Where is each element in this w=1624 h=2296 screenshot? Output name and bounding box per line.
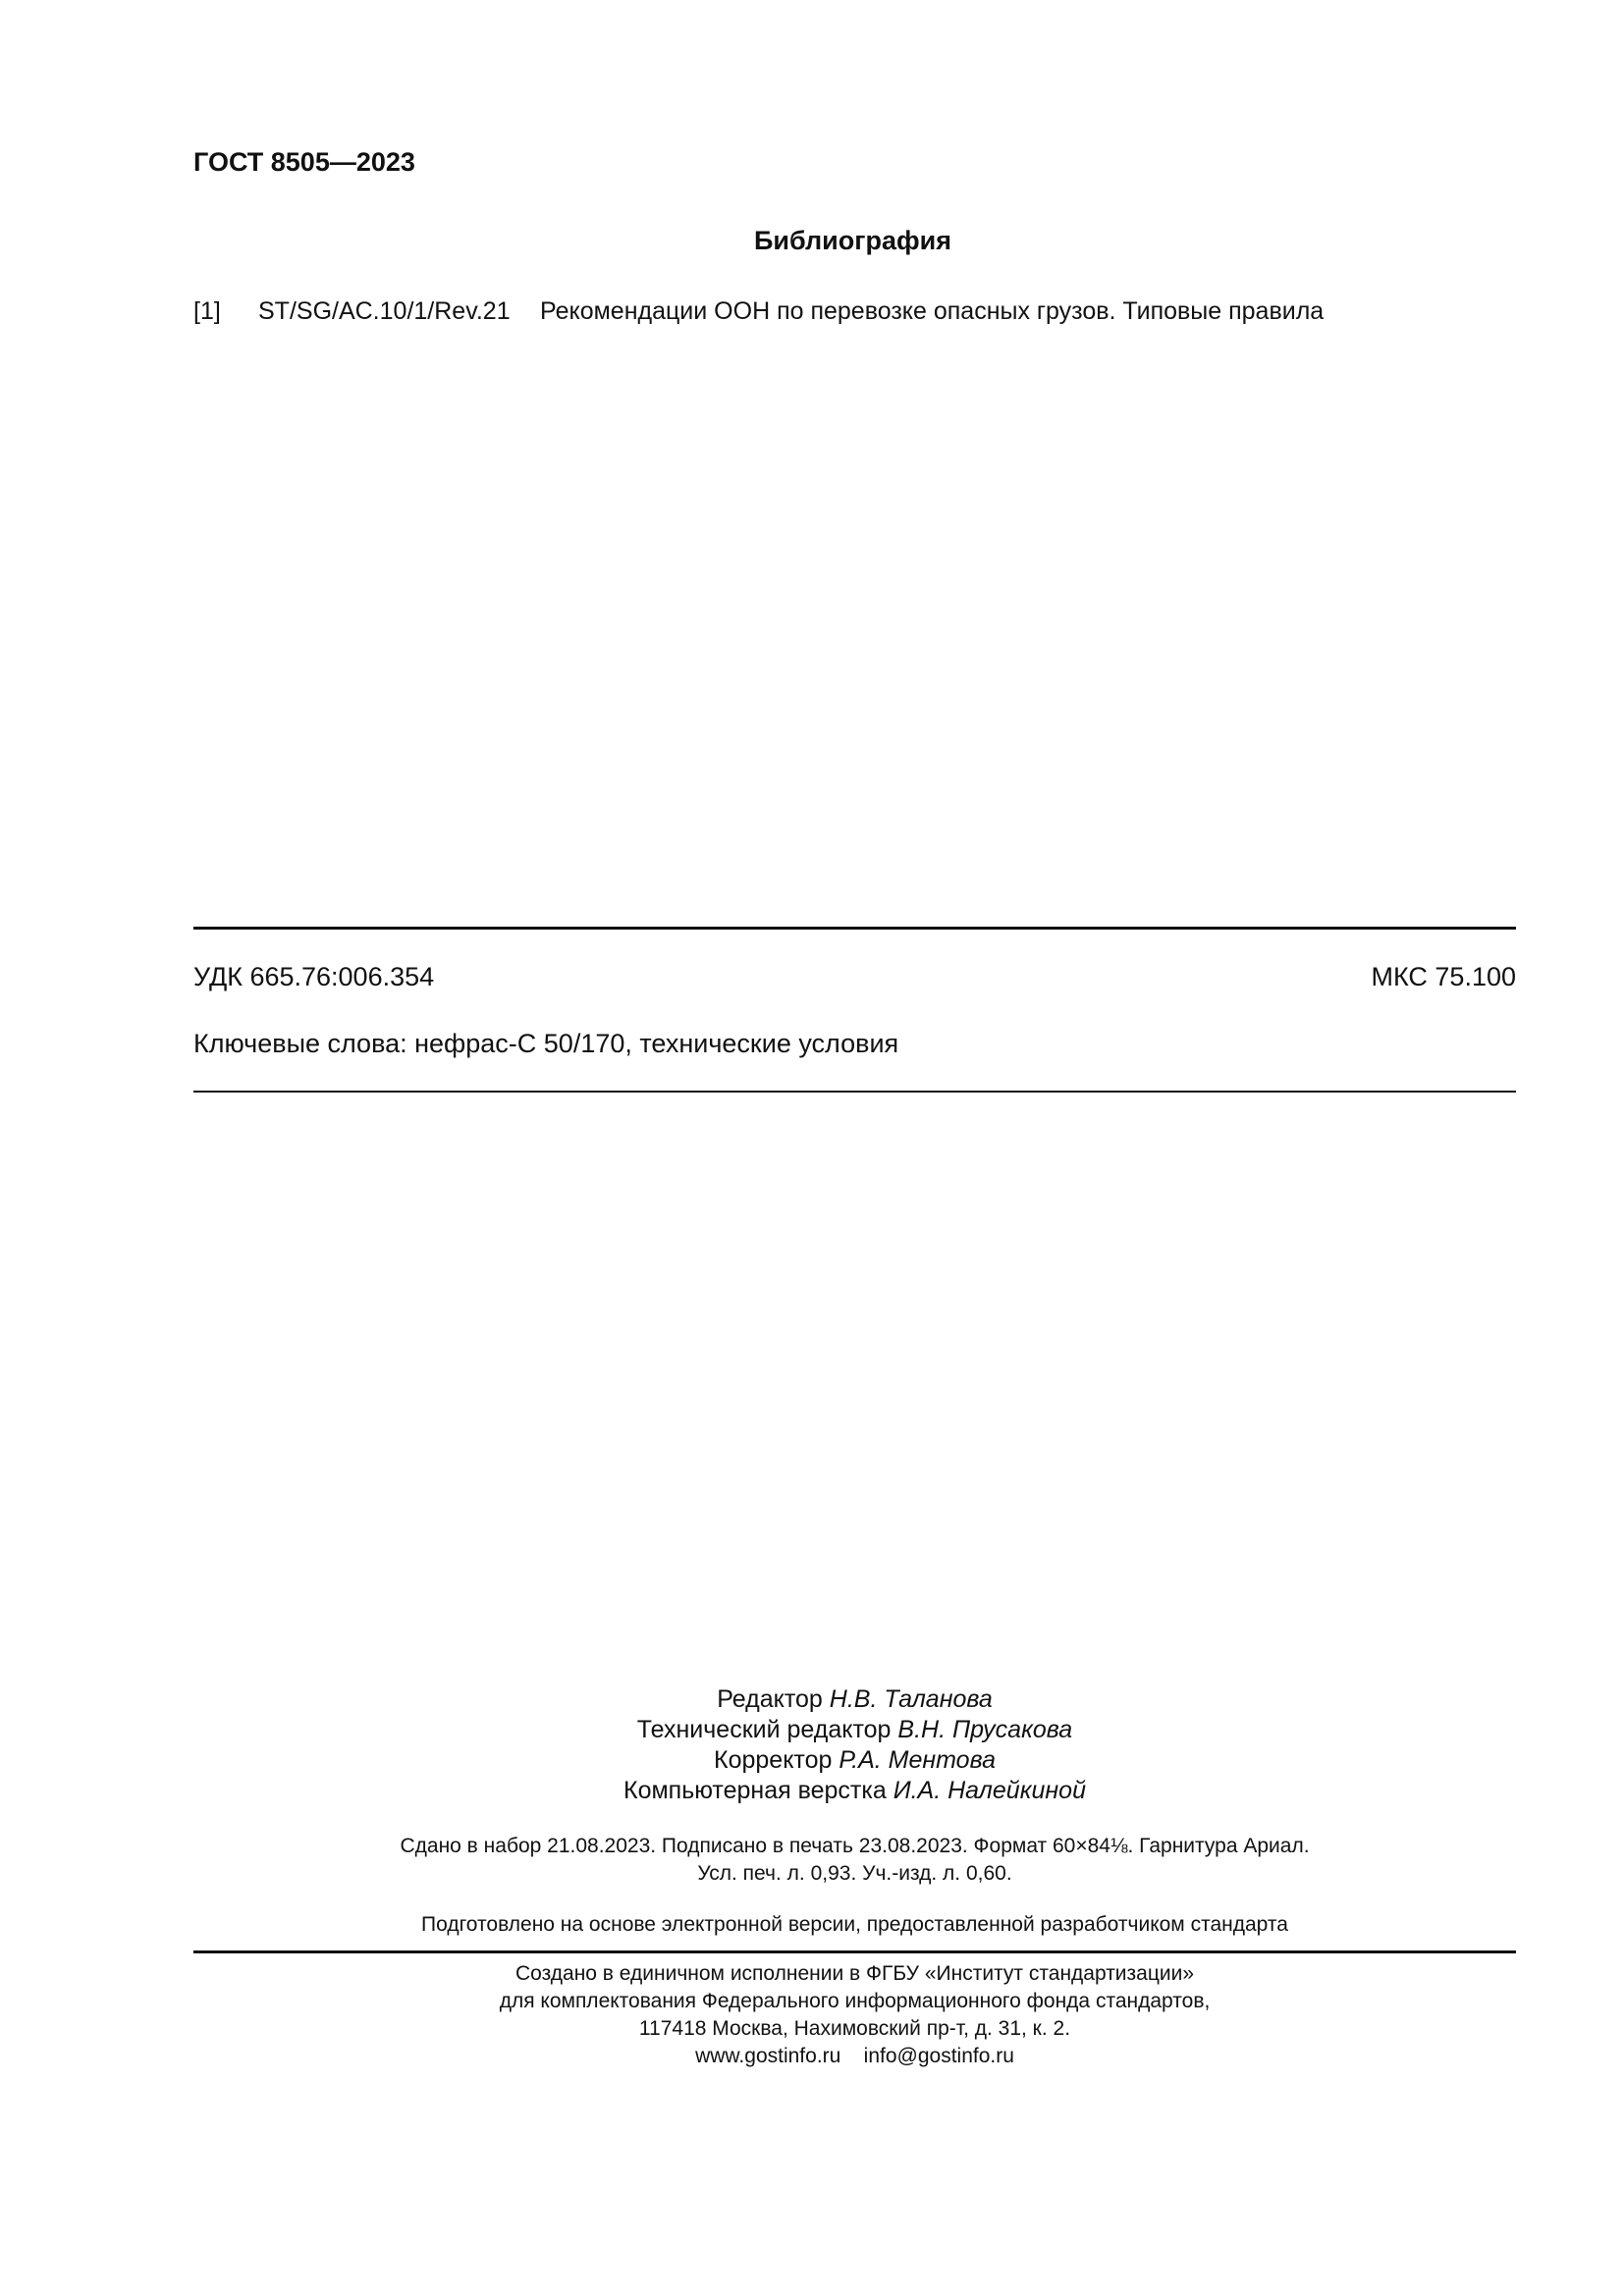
divider-footer — [193, 1950, 1516, 1953]
divider-keywords — [193, 1091, 1516, 1093]
credit-layout: Компьютерная верстка И.А. Налейкиной — [623, 1777, 1086, 1804]
footer-line-3: 117418 Москва, Нахимовский пр-т, д. 31, к. 2. — [638, 2017, 1071, 2040]
bibliography-entry-number: [1] — [193, 297, 221, 325]
credit-tech-editor: Технический редактор В.Н. Прусакова — [636, 1716, 1073, 1743]
footer-block — [0, 1960, 1624, 2070]
imprint-block — [0, 1833, 1624, 1888]
credit-editor: Редактор Н.В. Таланова — [717, 1685, 993, 1713]
bibliography-entry-text: Рекомендации ООН по перевозке опасных грузов. Типовые правила — [540, 297, 1325, 325]
imprint-line-1: Сдано в набор 21.08.2023. Подписано в печать 23.08.2023. Формат 60×84⅛. Гарнитура Ариал. — [400, 1835, 1310, 1857]
document-code: ГОСТ 8505—2023 — [193, 147, 415, 177]
imprint-line-2: Усл. печ. л. 0,93. Уч.-изд. л. 0,60. — [697, 1862, 1012, 1885]
credit-corrector: Корректор Р.А. Ментова — [714, 1746, 996, 1774]
footer-line-2: для комплектования Федерального информационного фонда стандартов, — [499, 1990, 1211, 2012]
divider-top — [193, 927, 1516, 930]
footer-line-1: Создано в единичном исполнении в ФГБУ «Институт стандартизации» — [514, 1962, 1195, 1985]
bibliography-entry — [193, 297, 1324, 326]
bibliography-title: Библиография — [754, 226, 951, 255]
bibliography-entry-code: ST/SG/AC.10/1/Rev.21 — [258, 297, 511, 325]
udk-code: УДК 665.76:006.354 — [193, 962, 435, 991]
footer-line-4: www.gostinfo.ru info@gostinfo.ru — [695, 2045, 1014, 2067]
credits-block — [0, 1684, 1624, 1806]
mks-code: МКС 75.100 — [1371, 962, 1516, 991]
keywords: Ключевые слова: нефрас-С 50/170, технические условия — [193, 1029, 899, 1058]
prepared-note: Подготовлено на основе электронной версии, предоставленной разработчиком стандарта — [421, 1913, 1288, 1936]
